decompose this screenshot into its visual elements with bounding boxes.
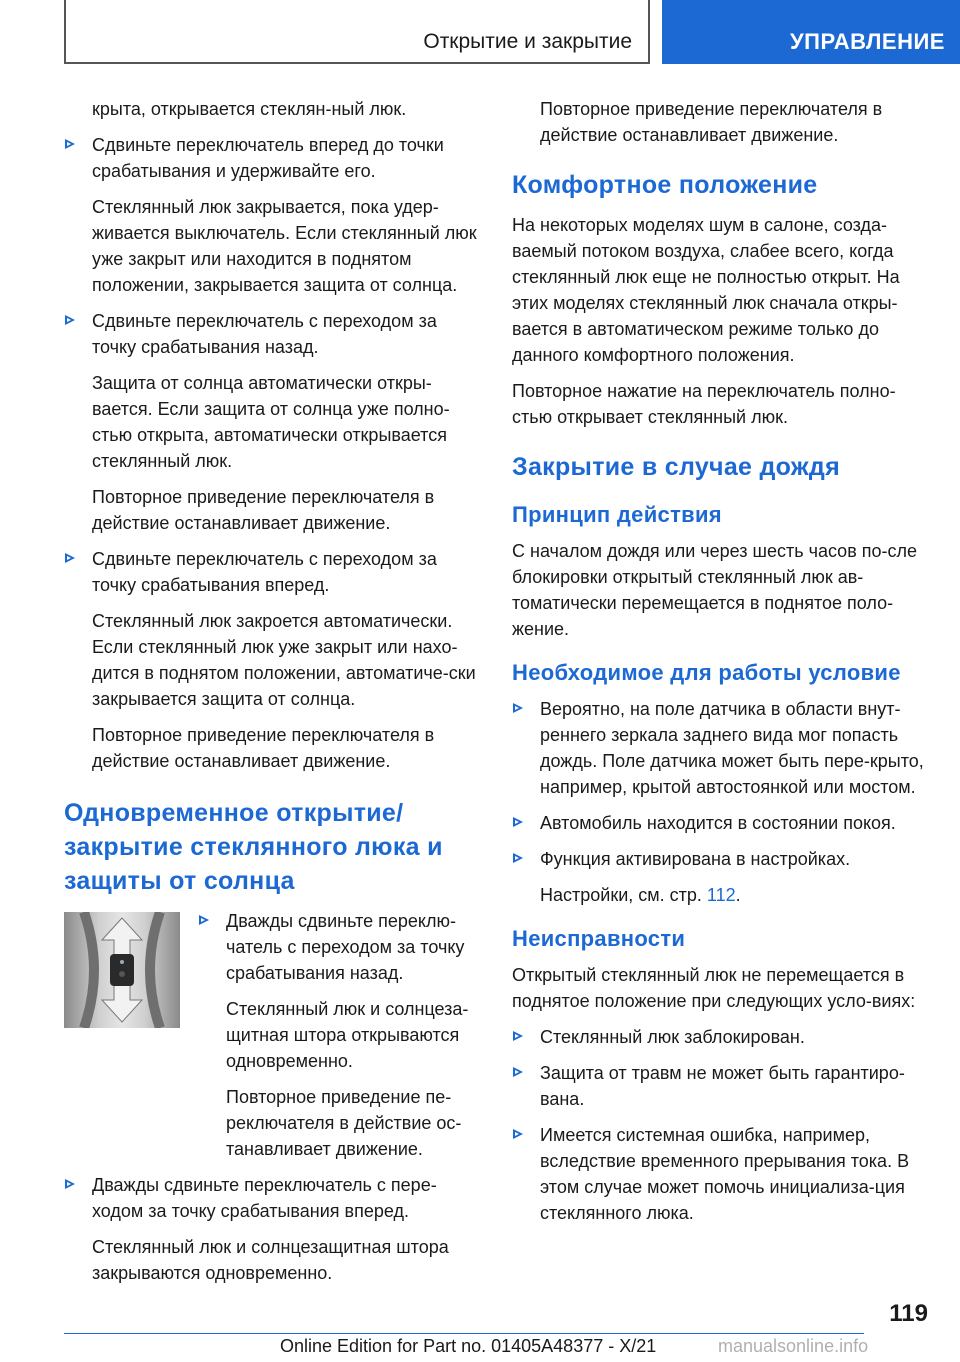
paragraph: Настройки, см. стр. 112. (540, 885, 741, 905)
list-item: Стеклянный люк заблокирован. (512, 1024, 932, 1050)
list-item: Защита от травм не может быть гарантиро-вана. (512, 1060, 932, 1112)
list-item: Сдвиньте переключатель с переходом за точку срабатывания назад. (64, 308, 484, 360)
paragraph: Повторное приведение переключателя в действие останавливает движение. (540, 99, 883, 145)
section-heading: Одновременное открытие/ закрытие стеклянного люка и защиты от солнца (64, 799, 443, 895)
list-item: Сдвиньте переключатель с переходом за точку срабатывания вперед. (64, 546, 484, 598)
subsection-heading: Необходимое для работы условие (512, 660, 901, 685)
paragraph: На некоторых моделях шум в салоне, созда-ваемый потоком воздуха, слабее всего, когда стеклянный люк еще не полностью открыт. На этих моделях стеклянный люк сначала откры-вается в автоматическом режиме только до данного комфортного положения. (512, 215, 900, 365)
list-item: Сдвиньте переключатель вперед до точки срабатывания и удерживайте его. (64, 132, 484, 184)
triangle-bullet-icon (199, 915, 209, 925)
paragraph: Стеклянный люк закроется автоматически. Если стеклянный люк уже закрыт или нахо-дится в поднятом положении, автоматиче-ски закрывается защита от солнца. (92, 611, 476, 709)
triangle-bullet-icon (513, 1067, 523, 1077)
switch-photo-icon (64, 912, 180, 1028)
subsection-heading: Принцип действия (512, 502, 722, 527)
paragraph: Открытый стеклянный люк не перемещается в поднятое положение при следующих усло-виях: (512, 965, 916, 1011)
footer-divider (64, 1333, 864, 1334)
paragraph: Стеклянный люк закрывается, пока удер-живается выключатель. Если стеклянный люк уже закрыт или находится в поднятом положении, закрывается защита от солнца. (92, 197, 477, 295)
paragraph: Стеклянный люк и солнцезащитная штора закрываются одновременно. (92, 1237, 449, 1283)
triangle-bullet-icon (513, 853, 523, 863)
list-item: Дважды сдвиньте переключатель с пере-ходом за точку срабатывания вперед. (64, 1172, 484, 1224)
triangle-bullet-icon (513, 817, 523, 827)
paragraph: Повторное приведение переключателя в действие останавливает движение. (92, 725, 435, 771)
right-column (512, 96, 932, 1236)
subsection-heading: Неисправности (512, 926, 686, 951)
chapter-tab (662, 0, 960, 64)
chapter-title: УПРАВЛЕНИЕ (790, 29, 945, 54)
paragraph: крыта, открывается стеклян-ный люк. (92, 99, 407, 119)
watermark: manualsonline.info (718, 1336, 869, 1356)
image-row (64, 908, 484, 1172)
triangle-bullet-icon (513, 1129, 523, 1139)
paragraph: Повторное нажатие на переключатель полно-стью открывает стеклянный люк. (512, 381, 896, 427)
list-item: Автомобиль находится в состоянии покоя. (512, 810, 932, 836)
triangle-bullet-icon (513, 1031, 523, 1041)
section-heading: Комфортное положение (512, 171, 818, 199)
triangle-bullet-icon (65, 315, 75, 325)
left-column (64, 96, 484, 1296)
triangle-bullet-icon (65, 553, 75, 563)
triangle-bullet-icon (513, 703, 523, 713)
paragraph: Защита от солнца автоматически откры-вается. Если защита от солнца уже полно-стью открыта, автоматически открывается стеклянный люк. (92, 373, 450, 471)
list-item: Имеется системная ошибка, например, вследствие временного прерывания тока. В этом случае может помочь инициализа-ция стеклянного люка. (512, 1122, 932, 1226)
image-text (198, 908, 484, 1172)
triangle-bullet-icon (65, 139, 75, 149)
list-item: Вероятно, на поле датчика в области внут-реннего зеркала заднего вида мог попасть дождь. Поле датчика может быть пере-крыто, например, крытой автостоянкой или мостом. (512, 696, 932, 800)
header-box (64, 0, 650, 64)
paragraph: Повторное приведение переключателя в действие останавливает движение. (92, 487, 435, 533)
triangle-bullet-icon (65, 1179, 75, 1189)
paragraph: С началом дождя или через шесть часов по-сле блокировки открытый стеклянный люк ав-томатически перемещается в поднятое поло-жение. (512, 541, 918, 639)
list-item: Функция активирована в настройках. (512, 846, 932, 872)
page-link[interactable]: 112 (706, 885, 736, 905)
section-title: Открытие и закрытие (423, 30, 632, 53)
list-item: Дважды сдвиньте переклю-чатель с переходом за точку срабатывания назад. (198, 908, 484, 986)
paragraph: Стеклянный люк и солнцеза-щитная штора открываются одновременно. (226, 999, 469, 1071)
section-heading: Закрытие в случае дождя (512, 453, 840, 481)
edition-text: Online Edition for Part no. 01405A48377 - X/21 (280, 1336, 657, 1356)
paragraph: Повторное приведение пе-реключателя в действие ос-танавливает движение. (226, 1087, 462, 1159)
page-number: 119 (889, 1300, 928, 1327)
